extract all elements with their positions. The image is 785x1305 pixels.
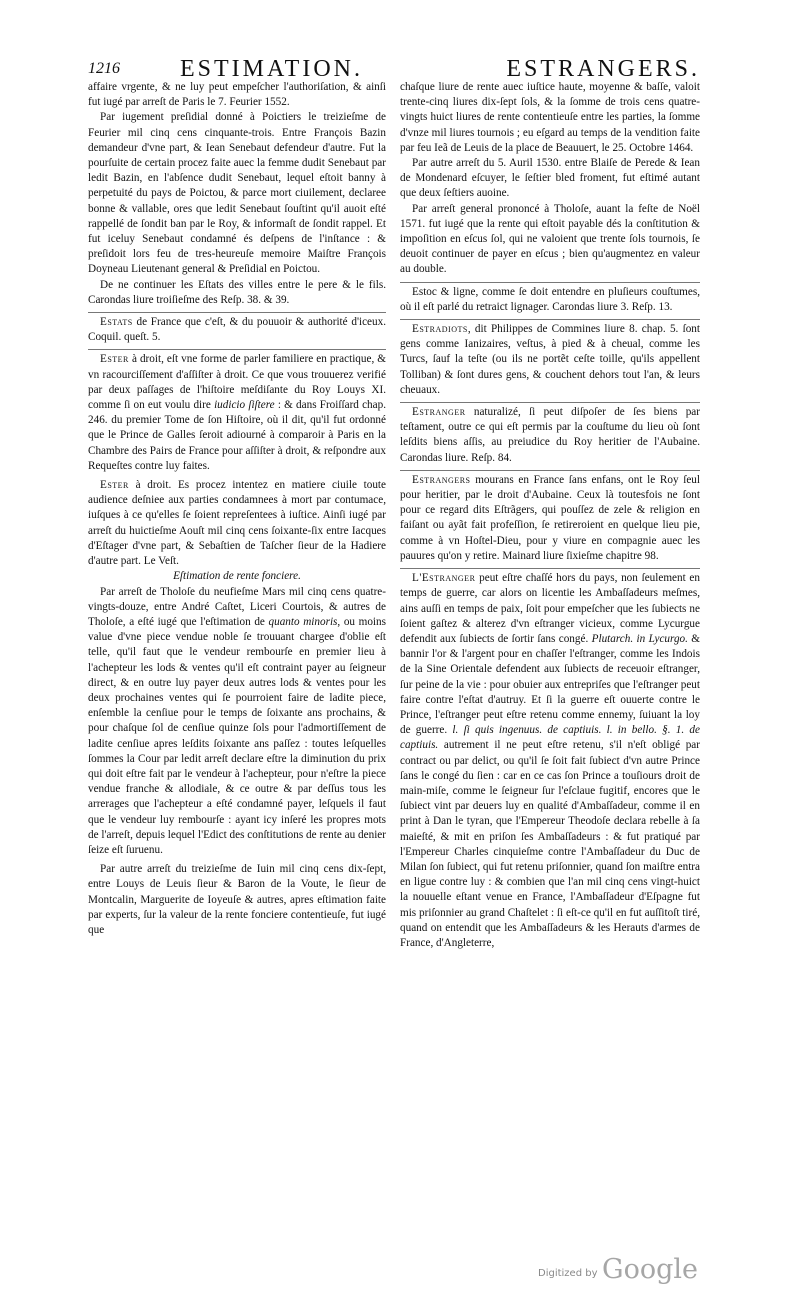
left-column	[88, 80, 386, 938]
digitized-by-label: Digitized by	[538, 1268, 598, 1279]
entry-headword: Estradiots	[412, 323, 468, 336]
paragraph-tholose-arrest	[88, 585, 386, 859]
paragraph-leuis-arrest: Par autre arreſt du treizieſme de Iuin mil cinq cens dix-ſept, entre Louys de Leuis ſieur & Baron de la Voute, le ſieur de Montcalin, Marguerite de Ioyeuſe & autres, apres eſtimation faite par experts, ſur la valeur de la rente fonciere contentieuſe, fut iugé que	[88, 863, 386, 936]
entry-text: : & dans Froiſſard chap. 246. du premier Tome de ſon Hiſtoire, où il dit, qu'il fut ordonné que le Prince de Galles ſeroit adiourné à comparoir à Paris en la Chambre des Pairs de France pour aſſiſter à droit, & reſpondre aux Requeſtes contre luy faites.	[88, 399, 387, 472]
paragraph-auril-arrest: Par autre arreſt du 5. Auril 1530. entre Blaiſe de Perede & Iean de Mondenard eſcuyer, le ſeſtier bled froment, fut eſtimé autant que deux ſeſtiers auoine.	[400, 157, 700, 200]
latin-phrase: quanto minoris	[268, 615, 338, 628]
page-number: 1216	[88, 60, 120, 77]
entry-text: mourans en France ſans enfans, ont le Roy ſeul pour heritier, par le droit d'Aubaine. Ceux là toutesfois ne ſont pour ce regard dits Eſtrãgers, qui pouſſez de zele & religion en faiſant ou ayãt fait profeſſion, ſe retireroient en quelque lieu pie, comme à vn Hoſtel-Dieu, pour y viure en compagnie auec les pauures qu'on y retire. Mainard liure ſixieſme chapitre 98.	[400, 473, 700, 562]
digitized-by-google-watermark	[536, 1254, 726, 1290]
right-column	[400, 80, 700, 951]
entry-divider	[400, 470, 700, 471]
entry-divider	[400, 282, 700, 283]
entry-text: autrement il ne peut eſtre retenu, s'il n'eſt obligé par contract ou par delict, ou qu'il ſe ſoit fait ſubiect d'vn autre Prince ſans le congé du ſien : car en ce cas ſon Prince a touſiours droit de main-miſe, comme le ſeigneur ſur l'eſclaue fugitif, encores que le ſubiect vint par deuers luy en qualité d'Ambaſſadeur, comme il en print à Dan le tyran, que l'Empereur Theodoſe declara rebelle à ſa maieſté, & mit en priſon ſes Ambaſſadeurs : & fut pratiqué par l'Empereur Charles cinquieſme contre l'Ambaſſadeur du Duc de Milan ſon ſubiect, qui fut retenu priſonnier, quand ſon maiſtre entra en ligue contre luy : & combien que l'an mil cinq cens vingt-huict la nouuelle eſtant venue en France, l'Ambaſſadeur d'Eſpagne fut mis priſonnier au grand Chaſtelet : ſi eſt-ce qu'il en fut auſſitoſt tiré, quand on entendit que les Ambaſſadeurs & les Herauts d'armes de France, d'Angleterre,	[400, 739, 700, 949]
entry-text: , dit Philippes de Commines liure 8. chap. 5. ſont gens comme Ianizaires, veſtus, à pied & à cheual, comme les Turcs, ſauf la teſte (ou ils ne portẽt ceſte toille, qu'ils appellent Tolliban) & ſont dures gens, & couchent dehors tout l'an, & leurs cheuaux.	[400, 323, 700, 396]
citation-plutarch: Plutarch. in Lycurgo.	[591, 632, 688, 645]
entry-text: de France que c'eſt, & du pouuoir & authorité d'iceux. Coquil. queſt. 5.	[88, 316, 386, 344]
entry-divider	[88, 349, 386, 350]
paragraph-continuation: affaire vrgente, & ne luy peut empeſcher l'authoriſation, & ainſi fut iugé par arreſt de Paris le 7. Feurier 1552.	[88, 81, 386, 109]
paragraph-text: , ou moins value d'vne piece vendue noble ſe trouuant chargee d'oblie eſt telle, qu'il faut que le vendeur rembourſe en premier lieu à l'achepteur les lods & ventes qu'il eſt contraint payer au ſeigneur direct, & en outre luy payer deux autres lods & ventes pour les deux prochaines ventes qui ſe pourroient faire de ladite piece, enſemble la cenſiue pour le temps de ſoixante ans prochains, & pour chaſque ſol de cenſiue quinze ſols pour l'admortiſſement de ladite cenſiue apres leſdits ſoixante ans paſſez : toutes leſquelles ſommes la Cour par ledit arreſt declare eſtre la diminution du prix qui doit eſtre fait par le vendeur à l'achepteur, pour n'eſtre la piece vendue franche & allodiale, & ce outre & par deſſus tous les arrerages que l'achepteur a eſté condamné payer, leſquels il faut que le vendeur luy rembourſe : ayant icy inſeré les propres mots de l'arreſt, depuis lequel l'Edict des conſtitutions de rente au denier ſeize eſt ſuruenu.	[88, 615, 386, 856]
paragraph-continuation: chaſque liure de rente auec iuſtice haute, moyenne & baſſe, valoit trente-cinq liures dix-ſept ſols, & la ſomme de trois cens quatre-vingts huict liures de rente contentieuſe entre les parties, la ſomme d'vnze mil liures tournois ; eu eſgard au temps de la vendition faite par feu Ieã de Leuis de la place de Beauuert, le 25. Octobre 1464.	[400, 81, 700, 154]
entry-estranger-naturalize	[400, 405, 700, 466]
entry-estoc: Estoc & ligne, comme ſe doit entendre en pluſieurs couſtumes, où il eſt parlé du retraict lignager. Carondas liure 3. Reſp. 13.	[400, 285, 700, 313]
paragraph-estats-villes: De ne continuer les Eſtats des villes entre le pere & le fils. Carondas liure troiſieſme des Reſp. 38. & 39.	[88, 278, 386, 306]
entry-text: & bannir l'or & l'argent pour en chaſſer l'eſtranger, comme les Indois de la Sine Orientale defendent aux ſubiects de receuoir eſtranger, ſur peine de la vie : pour obuier aux entrepriſes que l'eſtranger peut faire contre l'eſtat d'autruy. Et ſi la guerre eſt ouuerte contre le Prince, l'eſtranger peut eſtre retenu comme ennemy, ſuiuant la loy de guerre.	[400, 632, 701, 737]
entry-text: peut eſtre chaſſé hors du pays, non ſeulement en temps de guerre, car alors on licentie les Ambaſſadeurs meſmes, ains auſſi en temps de paix, ſoit pour empeſcher que les ſubiects ne ſoient gaſtez & alterez d'vn eſtranger vicieux, comme Lycurgue defendit aux ſubiects de ſortir ſans congé.	[400, 572, 700, 645]
google-logo: Google	[602, 1254, 698, 1285]
entry-ester-a-droit	[88, 352, 386, 474]
entry-headword: Estrangers	[412, 473, 471, 486]
entry-headword: Ester	[100, 353, 129, 366]
citation-digest: l. ſi quis ingenuus. de captiuis. l. in bello. §. 1. de captiuis.	[400, 724, 700, 752]
section-title: Eſtimation de rente fonciere.	[173, 570, 301, 583]
entry-headword: Estats	[100, 316, 133, 329]
left-running-title: ESTIMATION.	[180, 56, 363, 82]
entry-ester-procez	[88, 478, 386, 569]
entry-text: à droit, eſt vne forme de parler familiere en practique, & vn racourciſſement d'aſſiſter à droit. Ce que vous trouuerez verifié par deux paſſages de l'hiſtoire meſdiſante du Roy Louys XI. comme ſi on eut voulu dire	[88, 353, 386, 412]
entry-estats	[88, 315, 386, 345]
entry-divider	[400, 402, 700, 403]
entry-estradiots	[400, 322, 700, 398]
paragraph-bazin-senebaut: Par iugement preſidial donné à Poictiers le treizieſme de Feurier mil cinq cens cinquante-trois. Entre François Bazin demandeur d'vne part, & Iean Senebaut defendeur d'autre. Fut la pourſuite de certain procez faite auec la femme dudit Senebaut par ledit Bazin, en l'abſence dudit Senebaut, lequel eſtoit banny à perpetuité du pays de Poictou, & parce mort ciuilement, declaree bonne & vallable, ores que ledit Senebaut ſouſtint qu'il auoit eſté rappellé de ſondit ban par le Roy, & informaſt de ſondit rappel. Et fut iceluy Senebaut condamné és deſpens de l'inſtance : & preſidoit lors feu de tres-heureuſe memoire Maiſtre François Doyneau Lieutenant general & Preſidial en Poictou.	[88, 111, 386, 276]
entry-text: naturalizé, ſi peut diſpoſer de ſes biens par teſtament, outre ce qui eſt permis par la couſtume du lieu où ſont leſdits biens aſſis, au preiudice du Roy heritier de l'Aubaine. Carondas liure. Reſp. 84.	[400, 406, 700, 464]
entry-estrangers-mourans	[400, 473, 700, 564]
entry-divider	[400, 319, 700, 320]
entry-text: à droit. Es procez intentez en matiere ciuile toute audience deſniee aux parties condamnees à mort par contumace, iuſques à ce qu'elles ſe ſoient repreſentees à iuſtice. Ainſi iugé par arreſt du huictieſme Aouſt mil cinq cens ſoixante-ſix entre Iacques d'Eſtager d'vne part, & Sebaſtien de Taſcher ſieur de la Hadiere d'autre part. Le Veſt.	[88, 479, 386, 568]
entry-headword: Estranger	[412, 406, 466, 419]
paragraph-noel-arrest: Par arreſt general prononcé à Tholoſe, auant la feſte de Noël 1571. fut iugé que la rente qui eſtoit payable dés la conſtitution & impoſition en eſcus ſol, qui ne valoient que trente ſols tournois, ſe deuoit continuer de payer en eſcus ; bien qu'augmentez en valeur au double.	[400, 202, 700, 276]
entry-headword: L'Estranger	[412, 572, 476, 585]
latin-phrase: iudicio ſiſtere	[214, 399, 275, 412]
entry-lestranger	[400, 571, 700, 951]
paragraph-text: Par arreſt de Tholoſe du neufieſme Mars mil cinq cens quatre-vingts-douze, entre André Caſtet, Liceri Courtois, & autres de Tholoſe, a eſté iugé que l'eſtimation de	[88, 585, 386, 628]
entry-headword: Ester	[100, 479, 129, 492]
entry-divider	[88, 312, 386, 313]
entry-divider	[400, 568, 700, 569]
right-running-title: ESTRANGERS.	[506, 56, 700, 82]
